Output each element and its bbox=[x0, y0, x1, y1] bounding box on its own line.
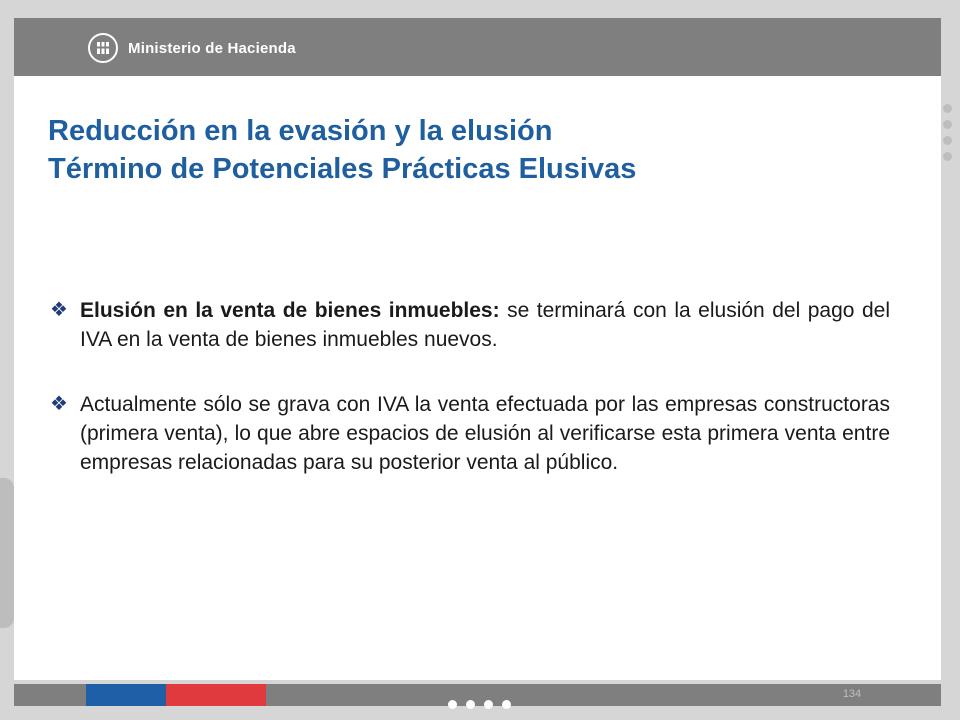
ministry-logo bbox=[88, 28, 328, 68]
decorative-dot bbox=[484, 700, 493, 709]
four-diamond-bullet-icon: ❖ bbox=[50, 393, 68, 415]
ministry-name: Ministerio de Hacienda bbox=[128, 39, 296, 57]
bullet-body: se terminará con la elusión del pago del IVA en la venta de bienes inmuebles nuevos. bbox=[80, 299, 890, 351]
slide-title bbox=[48, 112, 908, 188]
decorative-dot bbox=[466, 700, 475, 709]
page-number: 134 bbox=[842, 688, 862, 700]
footer-flag-blue-stripe bbox=[86, 684, 166, 706]
footer-flag-red-stripe bbox=[166, 684, 266, 706]
decorative-dot bbox=[943, 136, 952, 145]
seal-graphic bbox=[94, 39, 112, 57]
decorative-dot bbox=[502, 700, 511, 709]
bullet-item bbox=[50, 390, 890, 477]
chilean-government-seal-icon bbox=[88, 33, 118, 63]
decorative-dot bbox=[943, 152, 952, 161]
bullet-text bbox=[80, 296, 890, 354]
right-decorative-dots bbox=[943, 104, 955, 161]
decorative-dot bbox=[448, 700, 457, 709]
decorative-dot bbox=[943, 120, 952, 129]
title-line-1: Reducción en la evasión y la elusión bbox=[48, 115, 553, 147]
bullet-list bbox=[50, 296, 890, 513]
four-diamond-bullet-icon: ❖ bbox=[50, 299, 68, 321]
title-line-2: Término de Potenciales Prácticas Elusivas bbox=[48, 153, 637, 185]
bullet-text bbox=[80, 390, 890, 477]
bullet-bold-lead: Elusión en la venta de bienes inmuebles: bbox=[80, 299, 500, 322]
footer-decorative-dots bbox=[448, 700, 511, 709]
decorative-dot bbox=[943, 104, 952, 113]
bullet-body: Actualmente sólo se grava con IVA la venta efectuada por las empresas constructoras (primera venta), lo que abre espacios de elusión al verificarse esta primera venta entre empresas relacionadas para su posterior venta al público. bbox=[80, 393, 890, 474]
left-decorative-tab bbox=[0, 478, 14, 628]
bullet-item bbox=[50, 296, 890, 354]
